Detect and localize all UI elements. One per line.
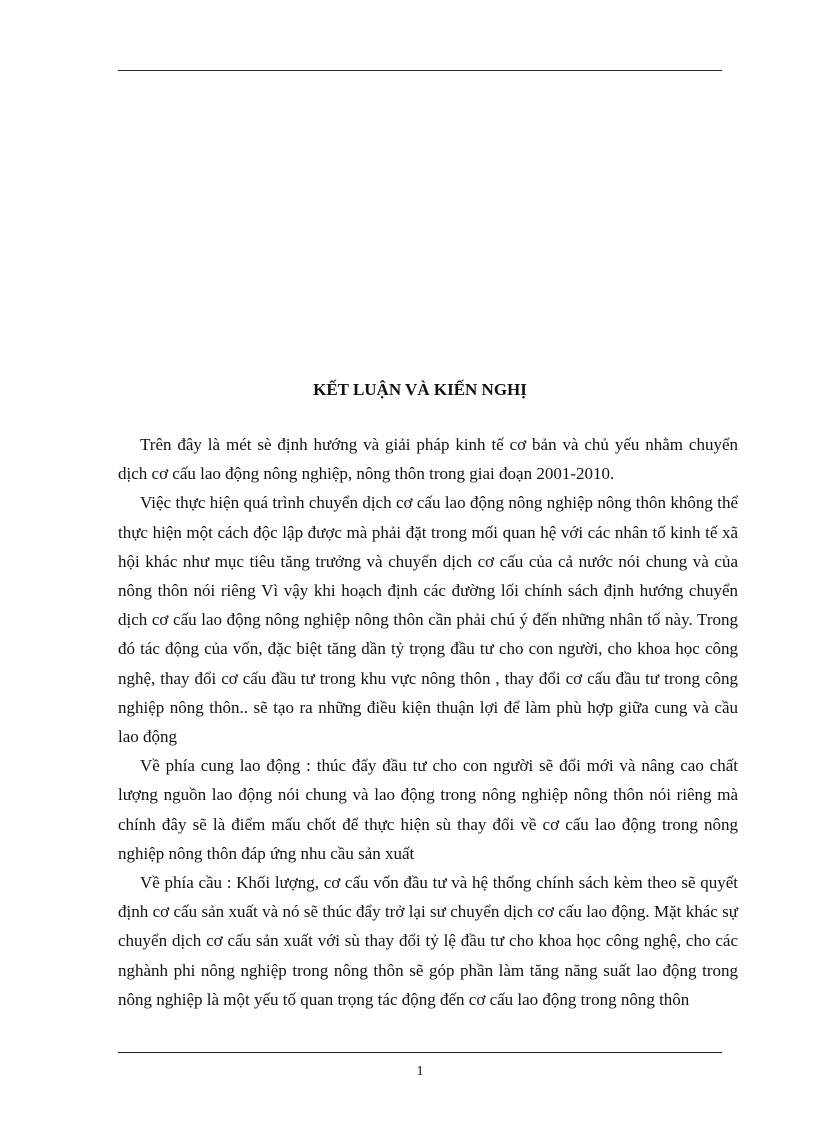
page-title: KẾT LUẬN VÀ KIẾN NGHỊ bbox=[313, 380, 527, 399]
header-rule bbox=[118, 70, 722, 71]
document-body bbox=[118, 430, 738, 1014]
paragraph-labor-supply: Về phía cung lao động : thúc đẩy đầu tư cho con người sẽ đổi mới và nâng cao chất lượng nguồn lao động nói chung và lao động trong nông nghiệp nông thôn nói riêng mà chính đây sẽ là điểm mấu chốt để thực hiện sù thay đổi về cơ cấu lao động trong nông nghiệp nông thôn đáp ứng nhu cầu sản xuất bbox=[118, 756, 738, 863]
footer-rule bbox=[118, 1052, 722, 1053]
paragraph-intro: Trên đây là mét sè định hướng và giải pháp kinh tế cơ bản và chủ yếu nhằm chuyển dịch cơ cấu lao động nông nghiệp, nông thôn trong giai đoạn 2001-2010. bbox=[118, 435, 738, 484]
paragraph-labor-demand: Về phía cầu : Khối lượng, cơ cấu vốn đầu tư và hệ thống chính sách kèm theo sẽ quyết định cơ cấu sản xuất và nó sẽ thúc đẩy trở lại sư chuyển dịch cơ cấu lao động. Mặt khác sự chuyển dịch cơ cấu sản xuất với sù thay đổi tỷ lệ đầu tư cho khoa học công nghệ, cho các nghành phi nông nghiệp trong nông thôn sẽ góp phần làm tăng năng suất lao động trong nông nghiệp là một yếu tố quan trọng tác động đến cơ cấu lao động trong nông thôn bbox=[118, 873, 738, 1009]
page-number: 1 bbox=[416, 1064, 424, 1079]
paragraph-implementation: Việc thực hiện quá trình chuyển dịch cơ cấu lao động nông nghiệp nông thôn không thể thực hiện một cách độc lập được mà phải đặt trong mối quan hệ với các nhân tố kinh tế xã hội khác như mục tiêu tăng trưởng và chuyển dịch cơ cấu của cả nước nói chung và của nông thôn nói riêng Vì vậy khi hoạch định các đường lối chính sách định hướng chuyển dịch cơ cấu lao động nông nghiệp nông thôn cần phải chú ý đến những nhân tố này. Trong đó tác động của vốn, đặc biệt tăng dần tỷ trọng đầu tư cho con người, cho khoa học công nghệ, thay đổi cơ cấu đầu tư trong khu vực nông thôn , thay đổi cơ cấu đầu tư trong công nghiệp nông thôn.. sẽ tạo ra những điều kiện thuận lợi để làm phù hợp giữa cung và cầu lao động bbox=[118, 493, 738, 747]
